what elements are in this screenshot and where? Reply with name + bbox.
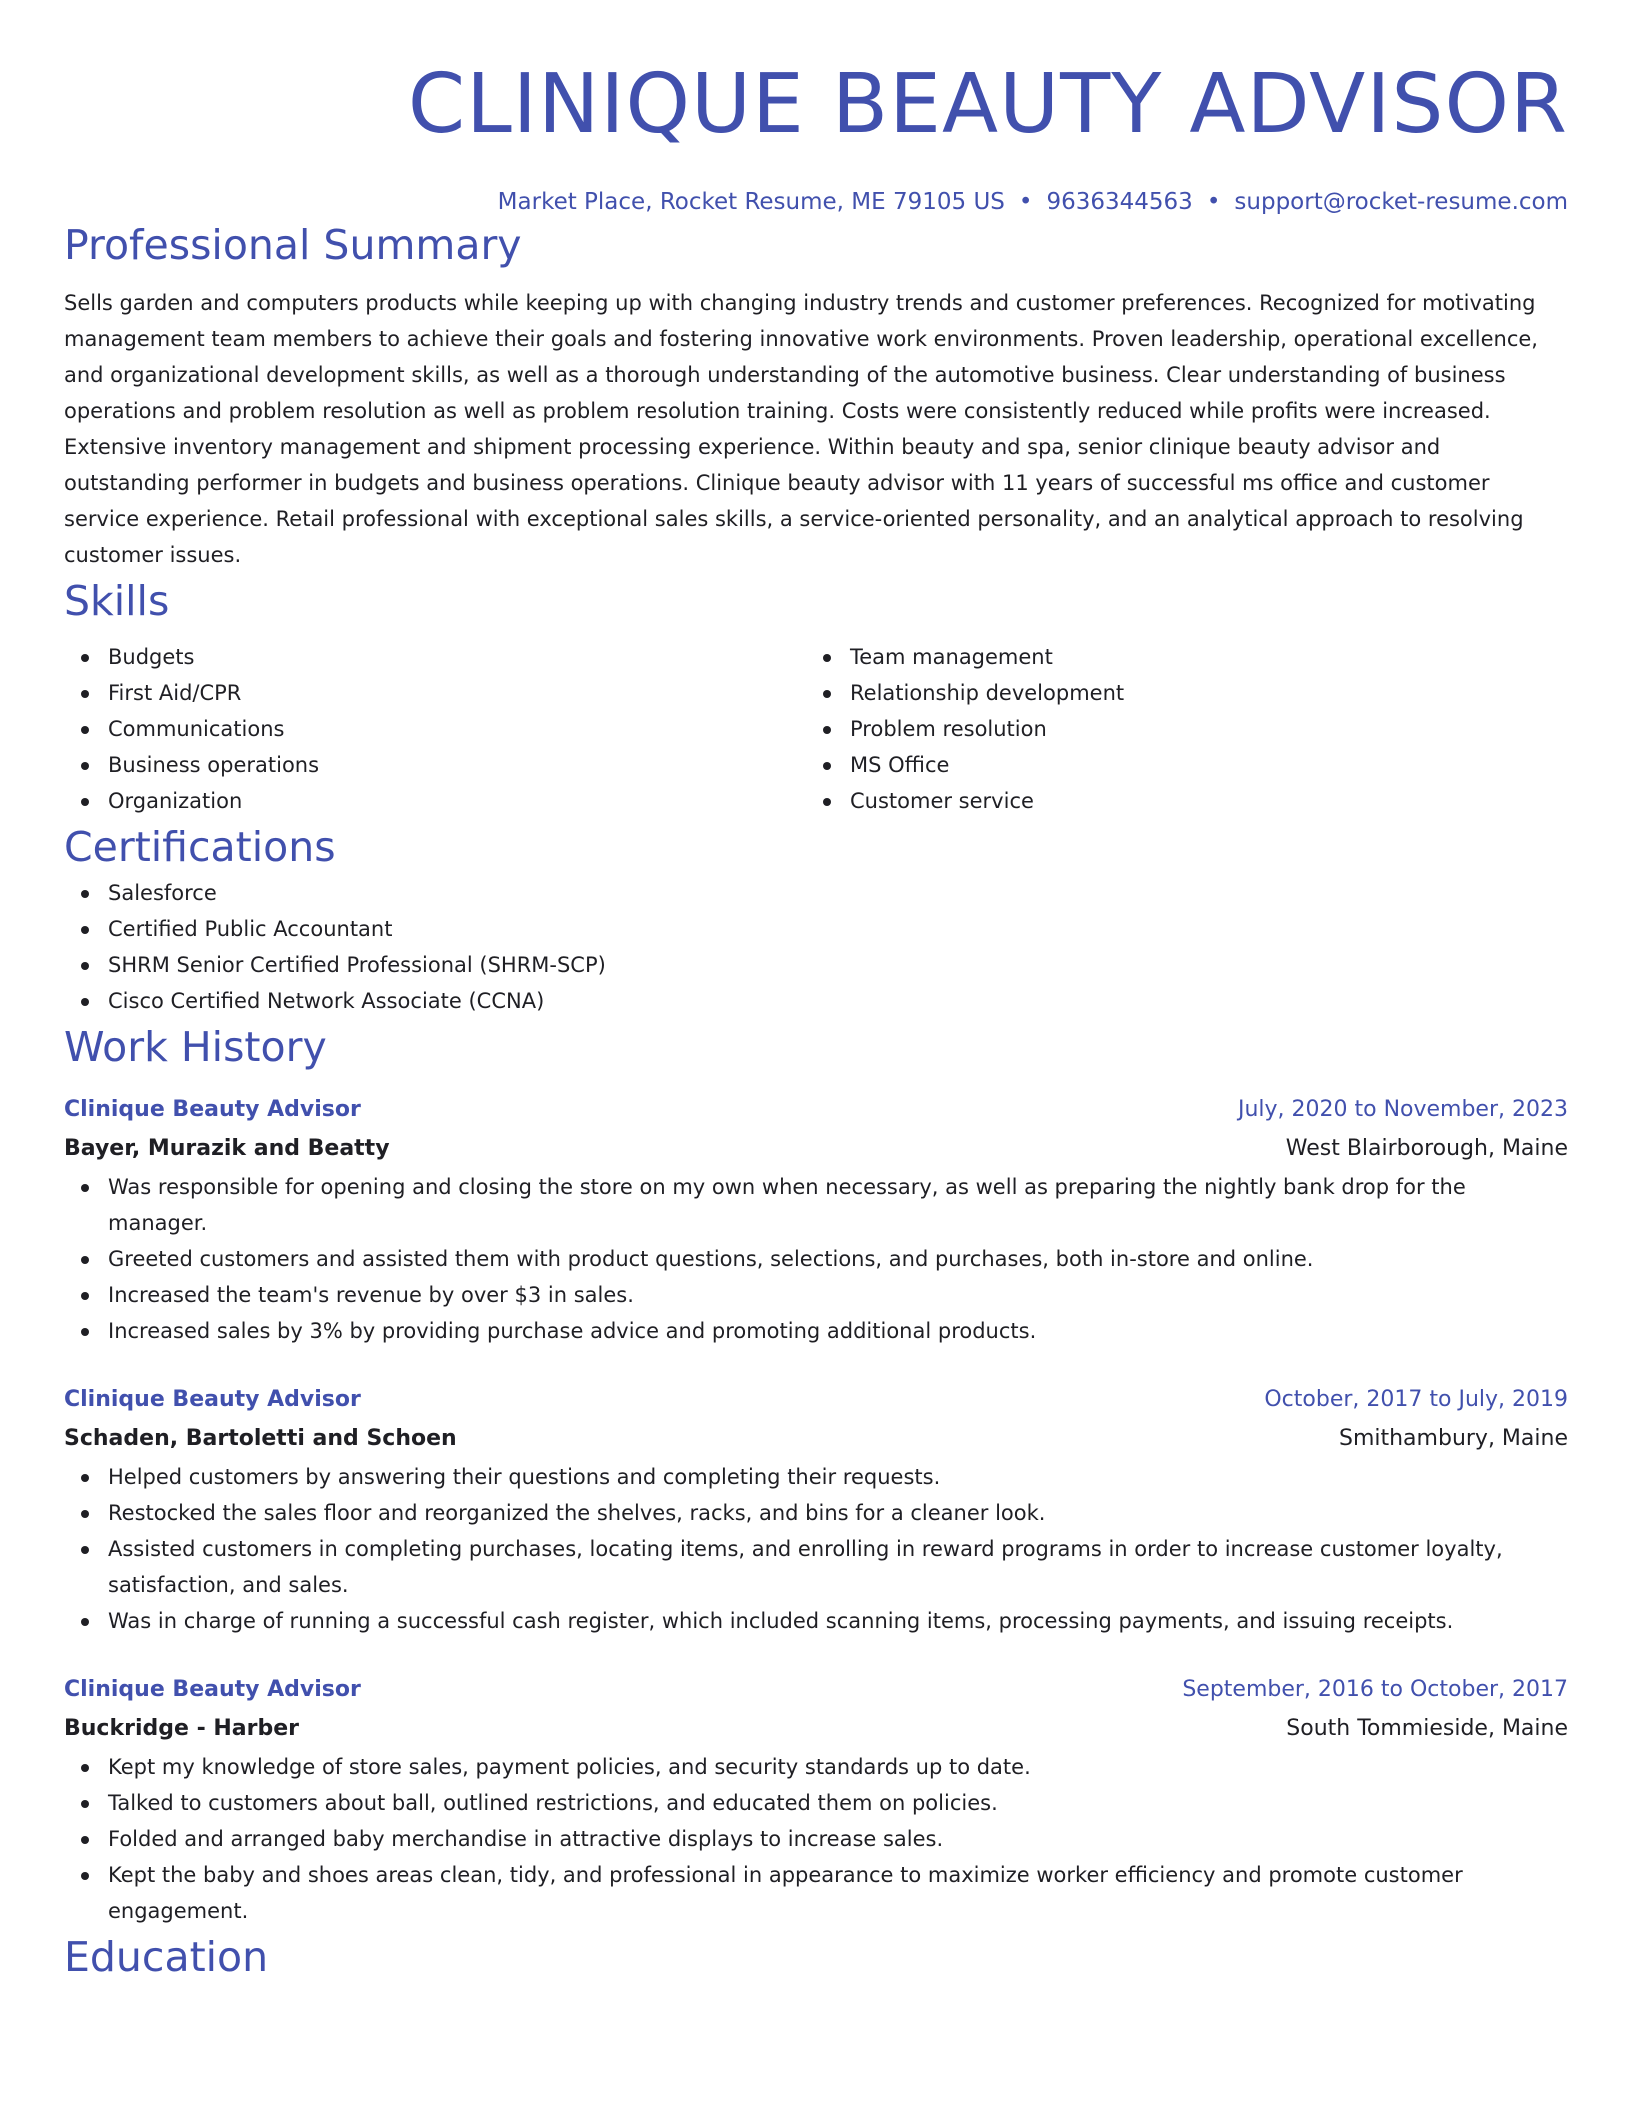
skill-item: Relationship development <box>806 675 1548 711</box>
job-company: Bayer, Murazik and Beatty <box>64 1136 390 1161</box>
certifications-list <box>64 875 1568 1019</box>
section-title-summary: Professional Summary <box>64 221 522 269</box>
section-title-education: Education <box>64 1933 269 1981</box>
skills-list-left <box>64 639 806 819</box>
job-location: West Blairborough, Maine <box>1285 1136 1568 1161</box>
skill-item: First Aid/CPR <box>64 675 806 711</box>
job-duty-item: Was responsible for opening and closing the store on my own when necessary, as well as preparing the nightly bank drop for the manager. <box>64 1169 1568 1241</box>
contact-line <box>64 187 1568 217</box>
job-title: Clinique Beauty Advisor <box>64 1677 361 1702</box>
skills-column-left <box>64 639 806 819</box>
contact-separator: • <box>1206 189 1221 215</box>
section-title-certifications: Certifications <box>64 823 336 871</box>
contact-separator: • <box>1018 189 1033 215</box>
job-company-row <box>64 1419 1568 1459</box>
resume-page <box>64 0 1568 1985</box>
contact-address: Market Place, Rocket Resume, ME 79105 US <box>497 189 1005 215</box>
job-company: Buckridge - Harber <box>64 1716 299 1741</box>
job-entry <box>64 1091 1568 1349</box>
job-title-row <box>64 1091 1568 1129</box>
job-company-row <box>64 1129 1568 1169</box>
job-title: Clinique Beauty Advisor <box>64 1097 361 1122</box>
job-dates: October, 2017 to July, 2019 <box>1264 1387 1568 1412</box>
certification-item: Salesforce <box>64 875 1568 911</box>
job-company: Schaden, Bartoletti and Schoen <box>64 1426 457 1451</box>
job-duty-item: Talked to customers about ball, outlined restrictions, and educated them on policies. <box>64 1785 1568 1821</box>
skill-item: Customer service <box>806 783 1548 819</box>
certification-item: SHRM Senior Certified Professional (SHRM-SCP) <box>64 947 1568 983</box>
job-duty-item: Folded and arranged baby merchandise in attractive displays to increase sales. <box>64 1821 1568 1857</box>
job-duty-item: Assisted customers in completing purchases, locating items, and enrolling in reward programs in order to increase customer loyalty, satisfaction, and sales. <box>64 1531 1568 1603</box>
certification-item: Cisco Certified Network Associate (CCNA) <box>64 983 1568 1019</box>
resume-header <box>64 0 1568 217</box>
job-title-row <box>64 1671 1568 1709</box>
job-duty-item: Kept the baby and shoes areas clean, tidy, and professional in appearance to maximize worker efficiency and promote customer engagement. <box>64 1857 1568 1929</box>
certification-item: Certified Public Accountant <box>64 911 1568 947</box>
job-duties-list <box>64 1459 1568 1639</box>
job-dates: July, 2020 to November, 2023 <box>1237 1097 1568 1122</box>
job-company-row <box>64 1709 1568 1749</box>
summary-text: Sells garden and computers products while keeping up with changing industry trends and customer preferences. Recognized for motivating management team members to achieve their goals and fostering innovative work environments. Proven leadership, operational excellence, and organizational development skills, as well as a thorough understanding of the automotive business. Clear understanding of business operations and problem resolution as well as problem resolution training. Costs were consistently reduced while profits were increased. Extensive inventory management and shipment processing experience. Within beauty and spa, senior clinique beauty advisor and outstanding performer in budgets and business operations. Clinique beauty advisor with 11 years of successful ms office and customer service experience. Retail professional with exceptional sales skills, a service-oriented personality, and an analytical approach to resolving customer issues. <box>64 291 1538 567</box>
section-title-skills: Skills <box>64 577 170 625</box>
skill-item: Problem resolution <box>806 711 1548 747</box>
skill-item: Budgets <box>64 639 806 675</box>
skills-list-right <box>806 639 1548 819</box>
job-duties-list <box>64 1169 1568 1349</box>
skill-item: Team management <box>806 639 1548 675</box>
job-duty-item: Restocked the sales floor and reorganized the shelves, racks, and bins for a cleaner look. <box>64 1495 1568 1531</box>
job-location: South Tommieside, Maine <box>1286 1716 1568 1741</box>
contact-phone: 9636344563 <box>1046 189 1193 215</box>
job-entry <box>64 1381 1568 1639</box>
skills-column-right <box>806 639 1548 819</box>
job-duties-list <box>64 1749 1568 1929</box>
job-duty-item: Increased the team's revenue by over $3 in sales. <box>64 1277 1568 1313</box>
job-location: Smithambury, Maine <box>1338 1426 1568 1451</box>
skill-item: Organization <box>64 783 806 819</box>
contact-email: support@rocket-resume.com <box>1234 189 1568 215</box>
job-duty-item: Kept my knowledge of store sales, payment policies, and security standards up to date. <box>64 1749 1568 1785</box>
job-duty-item: Greeted customers and assisted them with product questions, selections, and purchases, both in-store and online. <box>64 1241 1568 1277</box>
section-title-work-history: Work History <box>64 1023 327 1071</box>
skill-item: Communications <box>64 711 806 747</box>
skill-item: MS Office <box>806 747 1548 783</box>
job-title-row <box>64 1381 1568 1419</box>
job-title: Clinique Beauty Advisor <box>64 1387 361 1412</box>
job-duty-item: Helped customers by answering their questions and completing their requests. <box>64 1459 1568 1495</box>
candidate-title: CLINIQUE BEAUTY ADVISOR <box>407 57 1568 152</box>
skills-grid <box>64 639 1568 819</box>
job-duty-item: Was in charge of running a successful cash register, which included scanning items, processing payments, and issuing receipts. <box>64 1603 1568 1639</box>
job-entry <box>64 1671 1568 1929</box>
skill-item: Business operations <box>64 747 806 783</box>
job-duty-item: Increased sales by 3% by providing purchase advice and promoting additional products. <box>64 1313 1568 1349</box>
job-dates: September, 2016 to October, 2017 <box>1182 1677 1568 1702</box>
